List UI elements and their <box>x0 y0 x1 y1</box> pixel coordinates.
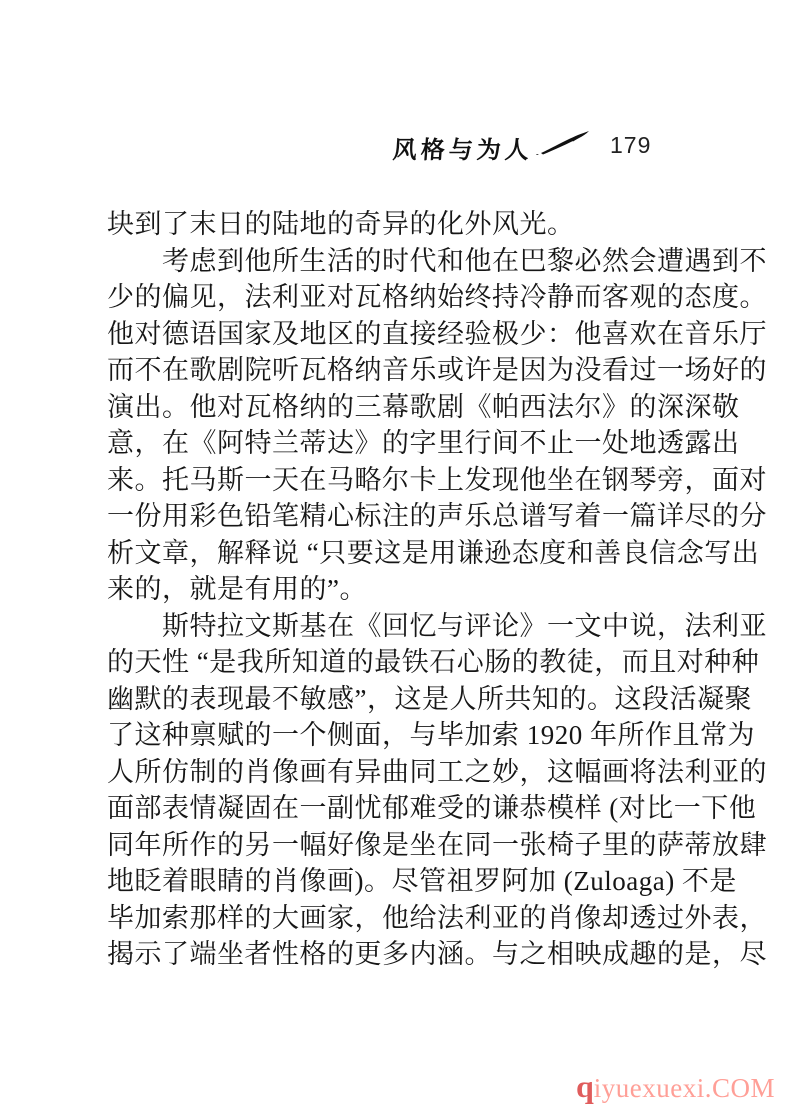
text-line: 毕加索那样的大画家，他给法利亚的肖像却透过外表， <box>107 902 767 933</box>
text-line: 少的偏见，法利亚对瓦格纳始终持冷静而客观的态度。 <box>107 282 767 312</box>
text-line: 了这种禀赋的一个侧面，与毕加索 1920 年所作且常为 <box>107 720 755 750</box>
text-line: 来的，就是有用的”。 <box>107 574 367 604</box>
body-text <box>107 206 767 973</box>
text-line: 幽默的表现最不敏感”，这是人所共知的。这段活凝聚 <box>107 683 752 714</box>
text-line: 他对德语国家及地区的直接经验极少：他喜欢在音乐厅 <box>107 318 767 349</box>
watermark-site-url <box>576 1068 775 1105</box>
text-line: 一份用彩色铅笔精心标注的声乐总谱写着一篇详尽的分 <box>107 501 767 531</box>
watermark-rest-text: iyuexuexi.COM <box>593 1073 776 1103</box>
text-line: 析文章，解释说 “只要这是用谦逊态度和善良信念写出 <box>107 537 760 568</box>
text-line: 而不在歌剧院听瓦格纳音乐或许是因为没看过一场好的 <box>107 355 767 385</box>
text-line: 面部表情凝固在一副忧郁难受的谦恭模样 (对比一下他 <box>107 793 757 823</box>
text-line: 块到了末日的陆地的奇异的化外风光。 <box>107 209 575 239</box>
text-line: 的天性 “是我所知道的最铁石心肠的教徒，而且对种种 <box>107 647 760 677</box>
text-line: 斯特拉文斯基在《回忆与评论》一文中说，法利亚 <box>107 610 767 641</box>
text-line: 人所仿制的肖像画有异曲同工之妙，这幅画将法利亚的 <box>107 756 767 787</box>
text-line: 同年所作的另一幅好像是坐在同一张椅子里的萨蒂放肆 <box>107 829 767 860</box>
text-line: 地眨着眼睛的肖像画)。尽管祖罗阿加 (Zuloaga) 不是 <box>107 866 737 896</box>
text-line: 揭示了端坐者性格的更多内涵。与之相映成趣的是，尽 <box>107 939 767 969</box>
running-header <box>0 128 794 164</box>
watermark-lead-letter: q <box>576 1068 594 1104</box>
pen-stroke-icon <box>534 131 590 157</box>
text-line: 来。托马斯一天在马略尔卡上发现他坐在钢琴旁，面对 <box>107 464 767 495</box>
page-number: 179 <box>610 132 652 158</box>
text-line: 演出。他对瓦格纳的三幕歌剧《帕西法尔》的深深敬 <box>107 391 740 422</box>
text-line: 意，在《阿特兰蒂达》的字里行间不止一处地透露出 <box>107 428 740 458</box>
chapter-title: 风格与为人 <box>391 138 534 164</box>
text-line: 考虑到他所生活的时代和他在巴黎必然会遭遇到不 <box>107 245 767 276</box>
